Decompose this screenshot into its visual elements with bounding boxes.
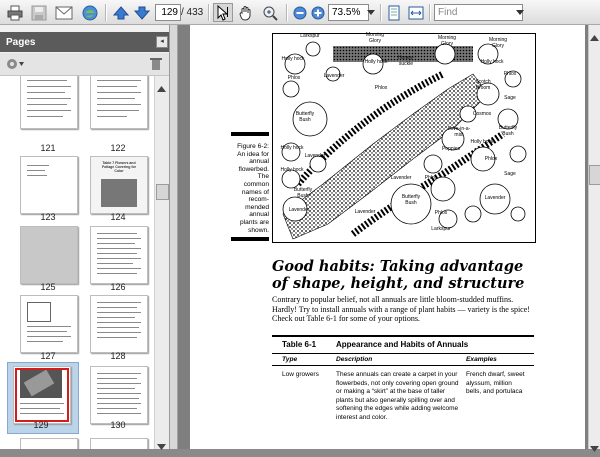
thumbnail-page-122[interactable] <box>90 76 148 129</box>
plant-label: Sage <box>504 171 516 177</box>
caption-rule <box>231 132 269 136</box>
email-icon[interactable] <box>54 3 74 22</box>
plant-label: Poppies <box>441 146 461 152</box>
scroll-thumb[interactable] <box>156 184 169 200</box>
plant-label: Holly hock <box>280 145 304 151</box>
next-page-icon[interactable] <box>133 3 151 22</box>
scroll-down-icon[interactable] <box>157 437 166 455</box>
table-header-description: Description <box>336 356 373 363</box>
plant-label: Morning Glory <box>365 32 385 44</box>
thumbnail-page-121[interactable] <box>20 76 78 129</box>
zoom-dropdown-icon[interactable] <box>366 4 376 21</box>
fit-width-icon[interactable] <box>407 3 425 22</box>
thumbnail-page-130[interactable] <box>90 366 148 424</box>
table-cell-examples: French dwarf, sweet alyssum, million bells, and portulaca <box>466 371 525 396</box>
plant-label: Butterfly Bush <box>293 187 313 199</box>
save-icon[interactable] <box>30 3 48 22</box>
scroll-up-icon[interactable] <box>157 79 166 97</box>
scroll-thumb[interactable] <box>589 165 600 185</box>
panel-title: Pages <box>6 37 36 48</box>
thumbnail-label: 129 <box>33 420 49 430</box>
thumbnail-label: 125 <box>40 282 56 292</box>
plant-label: Morning Glory <box>488 37 508 49</box>
plant-label: Holly hock <box>280 167 304 173</box>
plant-label: Love-in-a-mist <box>447 126 471 138</box>
table-header-rule <box>272 365 534 366</box>
table-header-type: Type <box>282 356 298 363</box>
plant-label: Lavender <box>390 175 412 181</box>
plant-label: Lavender <box>484 195 506 201</box>
table-cell-description: These annuals can create a carpet in your flowerbeds, not only covering open ground or making a “skirt” at the base of taller plants but also generally spilling over and softening the edges while adding welcome interest and color. <box>336 371 459 421</box>
thumbnail-label: 121 <box>40 143 56 153</box>
plant-label: Holly hock <box>281 56 305 62</box>
plant-label: Lavender <box>323 73 345 79</box>
plant-label: Phlox <box>424 175 438 181</box>
plant-label: Butterfly Bush <box>498 125 518 137</box>
delete-page-icon[interactable] <box>150 57 162 76</box>
plant-label: Holly hock <box>480 59 504 65</box>
plant-label: Holly hock <box>470 139 494 145</box>
thumbnail-list[interactable] <box>0 76 154 449</box>
panel-options-bar <box>0 53 169 76</box>
table-header-examples: Examples <box>466 356 497 363</box>
main-toolbar <box>0 0 600 25</box>
thumbnail-page-127[interactable] <box>20 295 78 353</box>
thumbnail-page-129[interactable] <box>13 366 71 424</box>
page-number-input[interactable]: 129 <box>155 4 181 21</box>
plant-label: Morning Glory <box>437 35 457 47</box>
plant-label: Butterfly Bush <box>401 194 421 206</box>
plant-label: Larkspur <box>431 226 451 232</box>
collaborate-icon[interactable] <box>80 3 100 22</box>
plant-label: Honey-suckle <box>397 55 415 67</box>
fit-page-icon[interactable] <box>385 3 403 22</box>
page-count: / 433 <box>181 7 204 18</box>
plant-label: Lavender <box>304 153 326 159</box>
plant-label: Phlox <box>484 156 498 162</box>
plant-label: Holly hock <box>364 59 388 65</box>
thumbnail-label: 126 <box>110 282 126 292</box>
thumbnail-label: 123 <box>40 212 56 222</box>
collapse-panel-button[interactable]: ◂ <box>156 36 168 48</box>
pages-panel <box>0 25 170 449</box>
scroll-down-icon[interactable] <box>590 439 599 457</box>
thumbnail-label: 130 <box>110 420 126 430</box>
table-title-rule <box>272 353 534 354</box>
options-gear-icon[interactable] <box>5 57 25 76</box>
table-cell-type: Low growers <box>282 371 319 378</box>
thumbnail-page-132[interactable] <box>90 438 148 449</box>
print-icon[interactable] <box>6 3 24 22</box>
zoom-out-icon[interactable] <box>292 3 308 22</box>
body-paragraph: Contrary to popular belief, not all annuals are little bloom-studded muffins. Hardly! Try to install annuals with a range of plant habits — variety is the spice! Check out Table 6-1 for some of your options. <box>272 295 530 324</box>
figure-caption: Figure 6-2: An idea for annual flowerbed. The common names of recom-mended annual plants are shown. <box>237 143 269 234</box>
table-title: Appearance and Habits of Annuals <box>336 340 469 349</box>
plant-label: Larkspur <box>300 33 320 39</box>
zoom-level-input[interactable]: 73.5% <box>328 4 369 21</box>
find-dropdown-icon[interactable] <box>515 4 525 21</box>
plant-label: Phlox <box>374 85 388 91</box>
table-top-rule <box>272 335 534 337</box>
hand-tool-icon[interactable] <box>237 3 255 22</box>
section-heading: Good habits: Taking advantage of shape, height, and structure <box>272 258 525 292</box>
thumbnail-page-124[interactable]: Table 7 Flowers and Foliage Covering for Color <box>90 156 148 214</box>
plant-label: Phlox <box>503 71 517 77</box>
thumbnail-scrollbar[interactable] <box>154 76 169 449</box>
plant-label: Butterfly Bush <box>295 111 315 123</box>
select-tool-icon[interactable] <box>213 3 233 22</box>
document-scrollbar[interactable] <box>588 25 600 449</box>
find-input[interactable]: Find <box>434 4 523 21</box>
caption-rule <box>231 237 269 241</box>
plant-label: Sage <box>504 95 516 101</box>
zoom-in-icon[interactable] <box>310 3 326 22</box>
thumbnail-page-125[interactable] <box>20 226 78 284</box>
zoom-tool-icon[interactable] <box>261 3 281 22</box>
thumbnail-page-123[interactable] <box>20 156 78 214</box>
thumbnail-label: 124 <box>110 212 126 222</box>
plant-label: Lavender <box>354 209 376 215</box>
thumbnail-page-128[interactable] <box>90 295 148 353</box>
scroll-up-icon[interactable] <box>590 28 599 46</box>
plant-label: Phlox <box>434 210 448 216</box>
previous-page-icon[interactable] <box>112 3 130 22</box>
thumbnail-page-131[interactable] <box>20 438 78 449</box>
panel-splitter[interactable] <box>170 25 178 449</box>
thumbnail-label: 128 <box>110 351 126 361</box>
thumbnail-label: 122 <box>110 143 126 153</box>
plant-label: Scotch Broom <box>475 79 491 91</box>
plant-label: Cosmos <box>472 111 492 117</box>
thumbnail-page-126[interactable] <box>90 226 148 284</box>
plant-label: Lavender <box>288 207 310 213</box>
plant-label: Phlox <box>287 75 301 81</box>
table-number: Table 6-1 <box>282 340 317 349</box>
thumbnail-label: 127 <box>40 351 56 361</box>
